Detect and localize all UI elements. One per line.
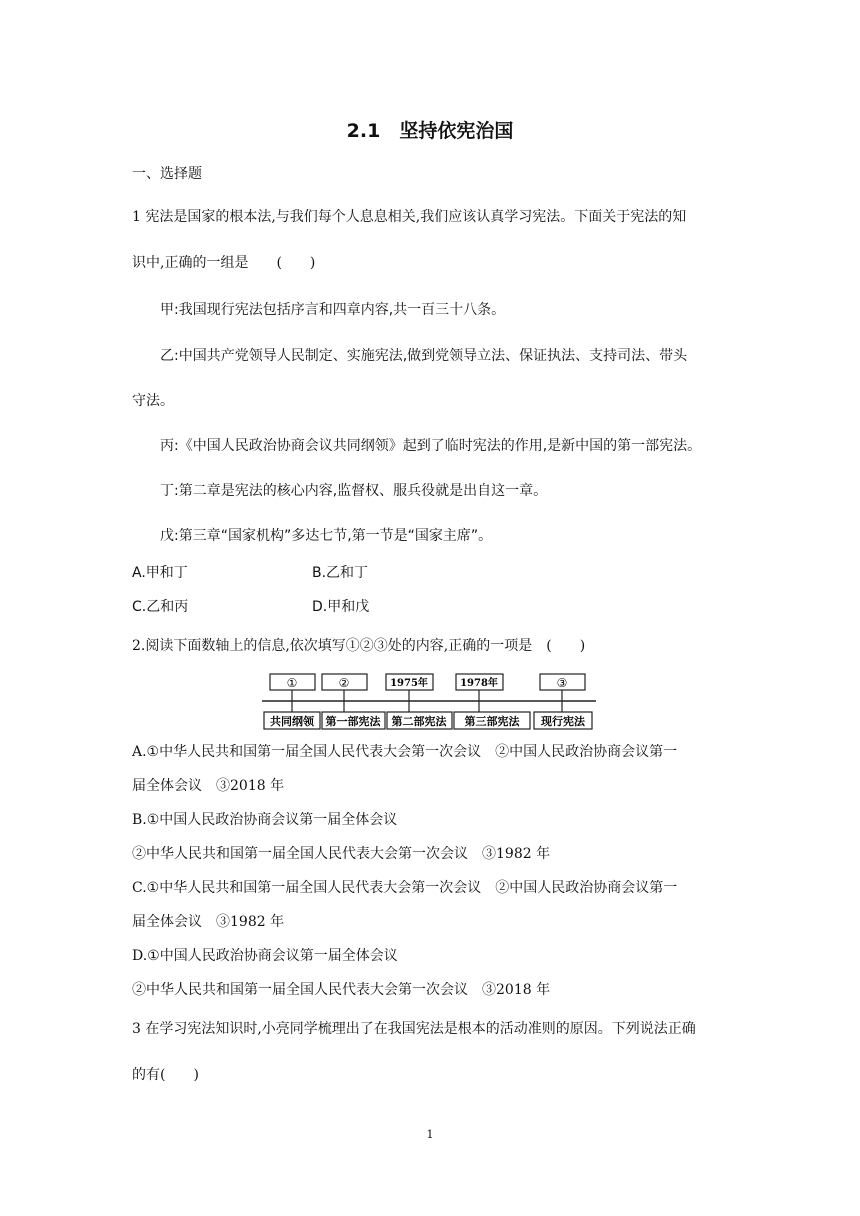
q1-option-c: C.乙和丙 bbox=[132, 599, 189, 615]
q1-statement-ding: 丁:第二章是宪法的核心内容,监督权、服兵役就是出自这一章。 bbox=[160, 483, 548, 499]
constitution-timeline bbox=[262, 670, 598, 732]
q1-statement-wu: 戊:第三章“国家机构”多达七节,第一节是“国家主席”。 bbox=[160, 528, 493, 544]
q1-statement-yi-line1: 乙:中国共产党领导人民制定、实施宪法,做到党领导立法、保证执法、支持司法、带头 bbox=[160, 348, 688, 364]
q2-option-d-line1: D.①中国人民政治协商会议第一届全体会议 bbox=[132, 948, 398, 964]
q2-option-a-line1: A.①中华人民共和国第一届全国人民代表大会第一次会议 ②中国人民政治协商会议第一 bbox=[132, 744, 678, 760]
timeline-top-label-3: 1975年 bbox=[390, 678, 428, 689]
timeline-top-label-4: 1978年 bbox=[460, 678, 498, 689]
timeline-bottom-label-4: 第三部宪法 bbox=[464, 715, 520, 728]
timeline-bottom-label-5: 现行宪法 bbox=[541, 715, 585, 728]
page-title: 2.1 坚持依宪治国 bbox=[346, 120, 514, 142]
q2-option-b-line1: B.①中国人民政治协商会议第一届全体会议 bbox=[132, 812, 398, 828]
timeline-top-label-1: ① bbox=[286, 676, 298, 690]
timeline-top-label-2: ② bbox=[338, 676, 350, 690]
timeline-bottom-label-3: 第二部宪法 bbox=[391, 715, 447, 728]
q2-option-d-line2: ②中华人民共和国第一届全国人民代表大会第一次会议 ③2018 年 bbox=[132, 982, 551, 998]
timeline-bottom-label-2: 第一部宪法 bbox=[325, 715, 381, 728]
q1-option-b: B.乙和丁 bbox=[312, 565, 369, 581]
timeline-bottom-label-1: 共同纲领 bbox=[270, 715, 314, 728]
q2-option-c-line2: 届全体会议 ③1982 年 bbox=[132, 914, 285, 930]
q3-stem-line1: 3 在学习宪法知识时,小亮同学梳理出了在我国宪法是根本的活动准则的原因。下列说法正确 bbox=[132, 1021, 696, 1037]
section-heading: 一、选择题 bbox=[132, 166, 202, 182]
q1-statement-yi-line2: 守法。 bbox=[132, 393, 174, 409]
q1-stem-line1: 1 宪法是国家的根本法,与我们每个人息息相关,我们应该认真学习宪法。下面关于宪法的知 bbox=[132, 209, 687, 225]
q2-option-b-line2: ②中华人民共和国第一届全国人民代表大会第一次会议 ③1982 年 bbox=[132, 846, 551, 862]
q1-statement-jia: 甲:我国现行宪法包括序言和四章内容,共一百三十八条。 bbox=[160, 302, 506, 318]
q2-option-a-line2: 届全体会议 ③2018 年 bbox=[132, 778, 285, 794]
q1-option-a: A.甲和丁 bbox=[132, 565, 188, 581]
q2-stem: 2.阅读下面数轴上的信息,依次填写①②③处的内容,正确的一项是 ( ) bbox=[132, 638, 586, 654]
q1-option-d: D.甲和戊 bbox=[312, 599, 370, 615]
timeline-top-label-5: ③ bbox=[556, 676, 568, 690]
q1-stem-line2: 识中,正确的一组是 ( ) bbox=[132, 255, 316, 271]
q1-statement-bing: 丙:《中国人民政治协商会议共同纲领》起到了临时宪法的作用,是新中国的第一部宪法。 bbox=[160, 438, 702, 454]
q2-option-c-line1: C.①中华人民共和国第一届全国人民代表大会第一次会议 ②中国人民政治协商会议第一 bbox=[132, 880, 678, 896]
page-number: 1 bbox=[426, 1128, 434, 1141]
q3-stem-line2: 的有( ) bbox=[132, 1067, 199, 1083]
